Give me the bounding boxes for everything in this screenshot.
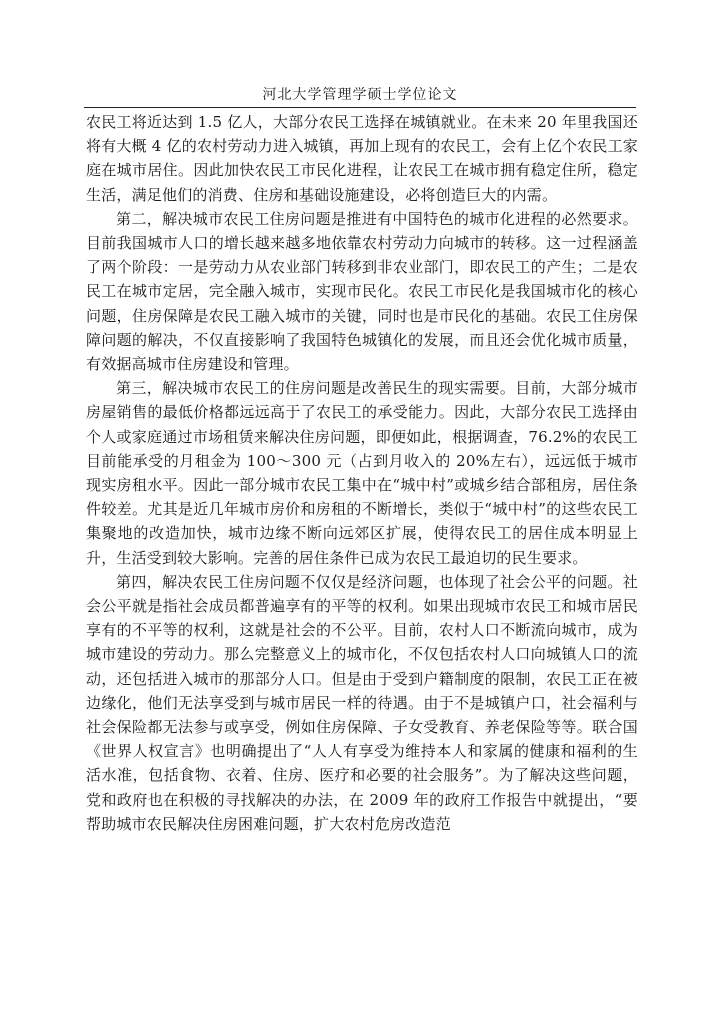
paragraph-continuation: 农民工将近达到 1.5 亿人，大部分农民工选择在城镇就业。在未来 20 年里我国还将有大概 4 亿的农村劳动力进入城镇，再加上现有的农民工，会有上亿个农民工家庭在城市居住。因此加快农民工市民化进程，让农民工在城市拥有稳定住所，稳定生活，满足他们的消费、住房和基础设施建设，必将创造巨大的内需。 xyxy=(86,113,638,204)
running-header: 河北大学管理学硕士学位论文 xyxy=(262,87,458,103)
body-text xyxy=(86,110,638,836)
paragraph-fourth-point: 第四，解决农民工住房问题不仅仅是经济问题，也体现了社会公平的问题。社会公平就是指社会成员都普遍享有的平等的权利。如果出现城市农民工和城市居民享有的不平等的权利，这就是社会的不公平。目前，农村人口不断流向城市，成为城市建设的劳动力。那么完整意义上的城市化，不仅包括农村人口向城镇人口的流动，还包括进入城市的那部分人口。但是由于受到户籍制度的限制，农民工正在被边缘化，他们无法享受到与城市居民一样的待遇。由于不是城镇户口，社会福利与社会保险都无法参与或享受，例如住房保障、子女受教育、养老保险等等。联合国《世界人权宣言》也明确提出了“人人有享受为维持本人和家属的健康和福利的生活水准，包括食物、衣着、住房、医疗和必要的社会服务”。为了解决这些问题，党和政府也在积极的寻找解决的办法，在 2009 年的政府工作报告中就提出，“要帮助城市农民解决住房困难问题，扩大农村危房改造范 xyxy=(86,572,638,833)
header-rule xyxy=(84,107,636,108)
paragraph-second-point: 第二，解决城市农民工住房问题是推进有中国特色的城市化进程的必然要求。目前我国城市人口的增长越来越多地依靠农村劳动力向城市的转移。这一过程涵盖了两个阶段：一是劳动力从农业部门转移到非农业部门，即农民工的产生；二是农民工在城市定居，完全融入城市，实现市民化。农民工市民化是我国城市化的核心问题，住房保障是农民工融入城市的关键，同时也是市民化的基础。农民工住房保障问题的解决，不仅直接影响了我国特色城镇化的发展，而且还会优化城市质量，有效据高城市住房建设和管理。 xyxy=(86,209,638,374)
paragraph-third-point: 第三，解决城市农民工的住房问题是改善民生的现实需要。目前，大部分城市房屋销售的最低价格都远远高于了农民工的承受能力。因此，大部分农民工选择由个人或家庭通过市场租赁来解决住房问题，即便如此，根据调查，76.2%的农民工目前能承受的月租金为 100～300 元（占到月收入的 20%左右），远远低于城市现实房租水平。因此一部分城市农民工集中在“城中村”或城乡结合部租房，居住条件较差。尤其是近几年城市房价和房租的不断增长，类似于“城中村”的这些农民工集聚地的改造加快，城市边缘不断向远郊区扩展，使得农民工的居住成本明显上升，生活受到较大影响。完善的居住条件已成为农民工最迫切的民生要求。 xyxy=(86,379,638,567)
